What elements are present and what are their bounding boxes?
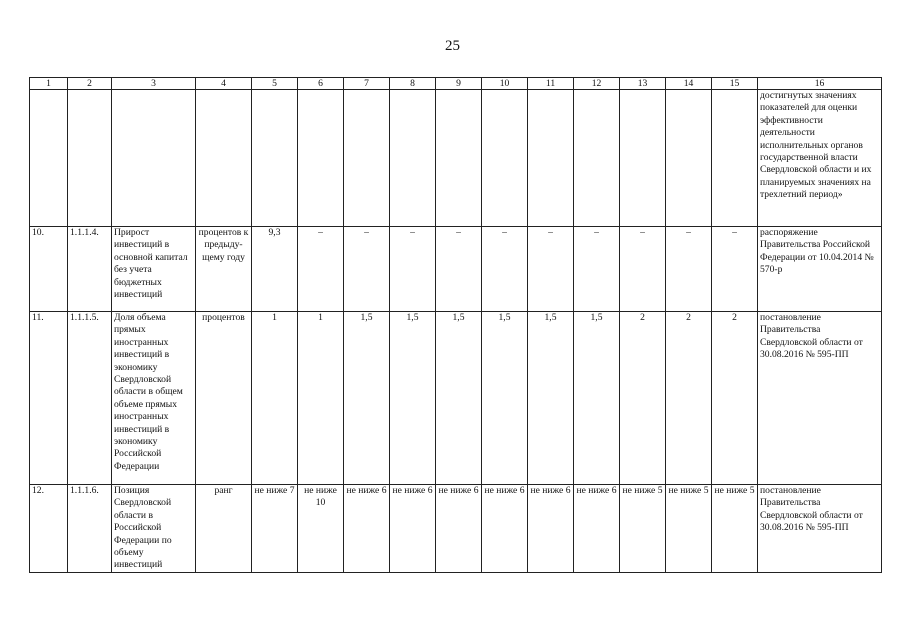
- column-header: 11: [528, 78, 574, 90]
- value-cell: не ниже 7: [252, 485, 298, 573]
- row-number: 12.: [30, 485, 68, 573]
- column-header: 2: [68, 78, 112, 90]
- value-cell: –: [620, 227, 666, 312]
- column-header: 16: [758, 78, 882, 90]
- value-cell: [252, 90, 298, 227]
- value-cell: не ниже 10: [298, 485, 344, 573]
- value-cell: 1: [298, 312, 344, 485]
- value-cell: –: [436, 227, 482, 312]
- value-cell: не ниже 6: [482, 485, 528, 573]
- value-cell: –: [482, 227, 528, 312]
- unit: ранг: [196, 485, 252, 573]
- row-number: 11.: [30, 312, 68, 485]
- value-cell: –: [666, 227, 712, 312]
- indicator-name: Доля объема прямых иностранных инвестиций в экономику Свердловской области в общем объеме прямых иностранных инвестиций в экономику Российской Федерации: [112, 312, 196, 485]
- column-header: 8: [390, 78, 436, 90]
- row-code: 1.1.1.5.: [68, 312, 112, 485]
- value-cell: не ниже 6: [344, 485, 390, 573]
- row-code: [68, 90, 112, 227]
- row-number: [30, 90, 68, 227]
- value-cell: [344, 90, 390, 227]
- value-cell: 1: [252, 312, 298, 485]
- value-cell: не ниже 5: [712, 485, 758, 573]
- value-cell: [298, 90, 344, 227]
- indicator-name: Позиция Свердловской области в Российской Федерации по объему инвестиций: [112, 485, 196, 573]
- value-cell: 2: [620, 312, 666, 485]
- value-cell: –: [528, 227, 574, 312]
- value-cell: не ниже 6: [436, 485, 482, 573]
- column-header: 14: [666, 78, 712, 90]
- source-document: достигнутых значениях показателей для оценки эффективности деятельности исполнительных органов государственной власти Свердловской области и их планируемых значениях на трехлетний период»: [758, 90, 882, 227]
- value-cell: не ниже 6: [390, 485, 436, 573]
- value-cell: [574, 90, 620, 227]
- source-document: постановление Правительства Свердловской области от 30.08.2016 № 595-ПП: [758, 312, 882, 485]
- table-row: [30, 90, 882, 227]
- column-header: 1: [30, 78, 68, 90]
- value-cell: не ниже 5: [620, 485, 666, 573]
- value-cell: не ниже 6: [574, 485, 620, 573]
- value-cell: 9,3: [252, 227, 298, 312]
- page-number: 25: [445, 38, 460, 54]
- value-cell: [666, 90, 712, 227]
- indicator-table: [29, 77, 882, 573]
- column-header: 4: [196, 78, 252, 90]
- value-cell: [620, 90, 666, 227]
- unit: процентов: [196, 312, 252, 485]
- value-cell: [482, 90, 528, 227]
- value-cell: [390, 90, 436, 227]
- value-cell: 1,5: [574, 312, 620, 485]
- value-cell: 2: [666, 312, 712, 485]
- table-row: [30, 227, 882, 312]
- column-header: 7: [344, 78, 390, 90]
- value-cell: –: [574, 227, 620, 312]
- column-header: 9: [436, 78, 482, 90]
- column-header: 10: [482, 78, 528, 90]
- value-cell: [712, 90, 758, 227]
- value-cell: 1,5: [344, 312, 390, 485]
- value-cell: [528, 90, 574, 227]
- row-code: 1.1.1.6.: [68, 485, 112, 573]
- indicator-name: Прирост инвестиций в основной капитал без учета бюджетных инвестиций: [112, 227, 196, 312]
- indicator-name: [112, 90, 196, 227]
- column-header: 15: [712, 78, 758, 90]
- row-code: 1.1.1.4.: [68, 227, 112, 312]
- value-cell: [436, 90, 482, 227]
- value-cell: 1,5: [482, 312, 528, 485]
- table-row: [30, 485, 882, 573]
- source-document: постановление Правительства Свердловской области от 30.08.2016 № 595-ПП: [758, 485, 882, 573]
- value-cell: не ниже 5: [666, 485, 712, 573]
- source-document: распоряжение Правительства Российской Федерации от 10.04.2014 № 570-р: [758, 227, 882, 312]
- value-cell: –: [390, 227, 436, 312]
- value-cell: –: [712, 227, 758, 312]
- value-cell: 1,5: [436, 312, 482, 485]
- column-header: 3: [112, 78, 196, 90]
- column-header: 12: [574, 78, 620, 90]
- unit: процентов к предыду-щему году: [196, 227, 252, 312]
- value-cell: –: [344, 227, 390, 312]
- value-cell: 2: [712, 312, 758, 485]
- value-cell: –: [298, 227, 344, 312]
- unit: [196, 90, 252, 227]
- table-row: [30, 312, 882, 485]
- column-header: 5: [252, 78, 298, 90]
- value-cell: 1,5: [390, 312, 436, 485]
- table-header-row: [30, 78, 882, 90]
- row-number: 10.: [30, 227, 68, 312]
- column-header: 13: [620, 78, 666, 90]
- value-cell: не ниже 6: [528, 485, 574, 573]
- value-cell: 1,5: [528, 312, 574, 485]
- column-header: 6: [298, 78, 344, 90]
